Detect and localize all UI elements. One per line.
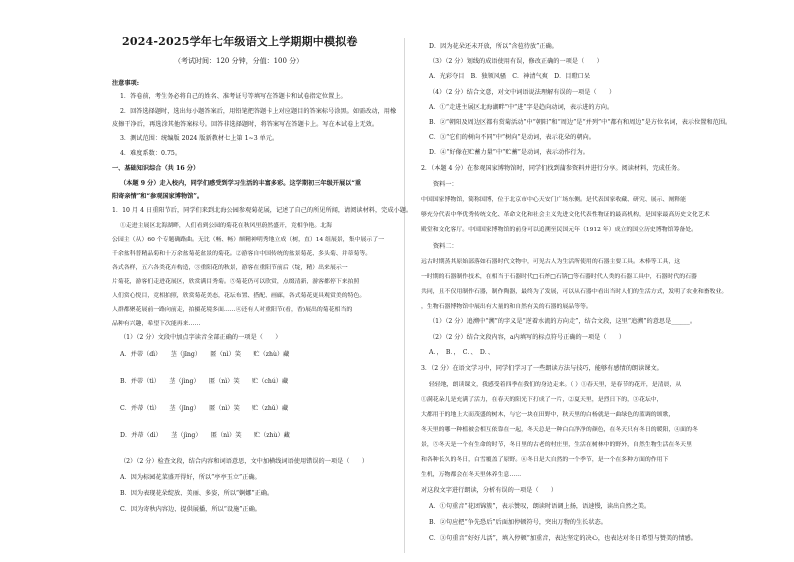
option-d: D．并蒂（dì） 茎（jìng） 匿（nì）笑 贮（zhù）藏 xyxy=(120,432,290,439)
question-3-options: A．光彩夺目 B．独领风骚 C．神清气爽 D．目瞪口呆 xyxy=(429,73,591,80)
note-2-cont: 皮擦干净后，再选涂其他答案标号。回答非选择题时，将答案写在答题卡上。写在本试卷上无效。 xyxy=(112,121,379,128)
section-heading: 一、基础知识综合（共 16 分） xyxy=(112,165,200,172)
option-a: A．并蒂（dì） 茎（jīng） 匿（nì）笑 贮（zhù）藏 xyxy=(120,351,290,358)
question-3: （3）（2 分）划线的成语使用有误，修改正确的一项是（ ） xyxy=(429,58,603,65)
material-line: 轻轻地，朗读课文，我感受着四季在我们的身边走来。（ ）①春天里，是春节的花开，是清晨，从 xyxy=(429,382,682,388)
question-3-prompt: 对这段文字进行朗读，分析有误的一项是（ ） xyxy=(421,487,558,494)
question-2-2-options: A．， B．， C．、 D．、 xyxy=(429,349,495,356)
question-1-2: （2）（2 分）检查文段，结合内容和词语意思，文中加横线词语使用错误的一项是（ ） xyxy=(120,458,369,465)
material-line: 共同，且不仅用制作石器，制作陶器，最终为了发展，可以从石器中看出当时人们的生活方式，发明了农业和畜牧业。 xyxy=(421,289,728,295)
question-2-1: （1）（2 分）追溯中“溯”的字义是“逆着水流的方向走”，结合文段，这里“追溯”的意思是______。 xyxy=(429,318,697,325)
column-divider xyxy=(404,38,405,553)
notes-heading: 注意事项: xyxy=(112,80,140,87)
material-line: 远古时期蒸其原始部落如石器时代文物中，可见古人为生活所使用的石器主要工具。木棒等工具，这 xyxy=(421,259,681,265)
material-1-label: 资料一： xyxy=(433,181,458,188)
material-line: 和各种长久的冬日，白雪覆盖了原野。⑥冬日是大自然的一个季节，是一个在多种方面的作用下 xyxy=(421,457,669,463)
material-line: 冬天里的哪一种植被会相互依靠在一起，冬天总是一种白白净净的颜色，在冬天只有冬日的暖阳，④面的冬 xyxy=(421,427,698,433)
passage-line: ①走进主展区北海湖畔，人们看到公园的菊花在秋风里蔚然盛开，竞相争艳。北海 xyxy=(120,223,333,229)
exam-info: （考试时间：120 分钟，分值：100 分） xyxy=(174,57,304,65)
option-a: A．①“走进主展区北海湖畔”中“进”字是趋向动词，表示进的方向。 xyxy=(429,104,614,111)
material-line: 殿堂和文化客厅。中国国家博物馆的前身可以追溯至民国元年（1912 年）成立的国立历史博物馆筹备处。 xyxy=(421,227,698,233)
intro-line: （本题 9 分）走入校内，同学们感受到学习生活的丰富多彩。这学期初三年级开展以“重 xyxy=(120,180,362,187)
note-1: 1．答卷前，考生务必将自己的姓名、准考证号等填写在答题卡和试卷指定位置上。 xyxy=(120,93,347,100)
passage-line: 人们赏心悦目，竞相拍照，欣赏菊花美态，花坛布置、搭配、画廊，各式菊花更具观赏美的特色。 xyxy=(112,293,366,299)
page-title: 2024-2025学年七年级语文上学期期中模拟卷 xyxy=(122,35,358,48)
option-c: C．③句重音“好好儿活”，填入停顿“加重音，表达坚定的决心，也表达对冬日希望与赞美的情感。 xyxy=(429,535,697,542)
intro-line-2: 阳寄亲情”和“参观国家博物馆”。 xyxy=(112,193,204,200)
material-line: ，生物石器博物馆中展出有大量的和自然有关的石器的展品等等。 xyxy=(421,304,592,310)
passage-line: 各式各样，五六各类花卉构造，③重阳花的秋景，游客在重阳节前后（绽，精）出来展示一 xyxy=(112,265,348,271)
passage-line: 品种有兴趣，希望下次能再来…… xyxy=(112,321,201,327)
option-b: B．②句应把“争先恐后”后面加停顿符号，突出万物的生长状态。 xyxy=(429,519,607,526)
option-d: D．因为花朵还未开放，所以“含苞待放”正确。 xyxy=(429,43,558,50)
note-3: 3．测试范围：统编版 2024 版新教材七上第 1~3 单元。 xyxy=(120,135,279,142)
option-c: C．因为寄秋内容边、提供展播，所以“设施”正确。 xyxy=(120,506,261,513)
passage-line: 人群都聚花展前一路向前走，拍摄花境多面……④还有人对重阳节(看，香)展出的菊花相当的 xyxy=(112,307,353,313)
passage-line: 片菊花，游客们走进花展区，欣赏满目秀菊。⑤菊花仍可以欣赏，点缀清新，游客都停下来拍照 xyxy=(112,279,360,285)
question-2-2: （2）（2 分）结合文段内容，a内填写的标点符号正确的一项是（ ） xyxy=(429,334,626,341)
passage-line: 千余盆科普精品菊和十万余盆菊花盆景的菊花。②游客自中国传统的盆景菊花、多头菊、并蒂菊等。 xyxy=(112,251,372,257)
question-4: （4）（2 分）结合文意，对文中词语说法理解有误的一项是（ ） xyxy=(429,89,616,96)
option-b: B．②“朝阳及周边区都有赏菊活动”中“朝阳”和“周边”是“并列”中“都有和周边”是方位名词，表示位置和范围。 xyxy=(429,119,732,126)
material-line: 一时期的石器制作技术，在相当于石器时代□石斧□石锛□等石器时代人类的石器工具中，石器时代的石器 xyxy=(421,274,697,280)
option-b: B．并蒂（tì） 茎（jìng） 匿（nì）笑 贮（chú）藏 xyxy=(120,378,289,385)
question-3-stem: 3．（2 分）在语文学习中，同学们学习了一些朗读方法与技巧，能够有感情的朗读课文。 xyxy=(421,365,663,372)
option-a: A．①句重音“花团锦簇”，表示赞叹，朗读时语调上扬，语速慢，读出自然之美。 xyxy=(429,503,651,510)
question-1-stem: 1．10 月 4 日重阳节后，同学们来到北海公园参观菊花展，记述了自己的所见所闻，请阅读材料，完成小题。 xyxy=(112,207,413,214)
question-2-stem: 2．（本题 4 分）在参观国家博物馆时，同学们找到蒲参资料并进行分享。阅读材料，完成任务。 xyxy=(421,165,684,172)
option-b: B．因为表现花朵绽放、美丽、多姿，所以“婀娜”正确。 xyxy=(120,490,274,497)
material-line: 够充分代表中华优秀传统文化、革命文化和社会主义先进文化代表性物证的最高机构，是国家最高历史文化艺术 xyxy=(421,212,710,218)
option-c: C．③“它们的树向不同”中“树向”是动词，表示花朵的朝向。 xyxy=(429,134,595,141)
note-4: 4．难度系数：0.75。 xyxy=(120,150,182,157)
material-line: 生机，万物都会在冬天里休养生息…… xyxy=(421,472,522,478)
option-d: D．④“好像在贮蓄力量”中“贮蓄”是动词，表示动作行为。 xyxy=(429,149,589,156)
material-line: 大都用于的地上大而茂盛的树木，与它一块在田野中，秋天里的白杨就是一曲绿色的蓝调的颂歌， xyxy=(421,412,675,418)
option-c: C．并蒂（tì） 茎（jīng） 匿（nì）笑 贮（zhǔ）藏 xyxy=(120,405,289,412)
material-2-label: 资料二： xyxy=(433,243,458,250)
option-a: A．因为标园花菜盛开得好，所以“亭亭玉立”正确。 xyxy=(120,474,261,481)
material-line: 景，⑤冬天是一个有生命的时节，冬日里的古老的村庄里，生活在树林中的野外，自然生物生活在冬天里 xyxy=(421,442,692,448)
passage-line: 公园主（从）60 个专题确路曲。无比（畅、畅）颇精神明秀地立成（树，直）14 组展景，集中展示了一 xyxy=(112,237,385,243)
material-line: 中国国家博物馆，简称国博，位于北京市中心天安门广场东侧。是代表国家收藏、研究、展示、阐释能 xyxy=(421,197,687,203)
material-line: ①满花朵儿是充满了活力，在春天的阳光下打成了一片，②夏天里，是烈日下的，③花坛中， xyxy=(421,397,663,403)
note-2: 2．回答选择题时，选出每小题答案后，用铅笔把答题卡上对应题目的答案标号涂黑。如需改动，用橡 xyxy=(120,108,397,115)
question-1-1: （1）（2 分）文段中加点字读音全部正确的一项是（ ） xyxy=(120,334,282,341)
